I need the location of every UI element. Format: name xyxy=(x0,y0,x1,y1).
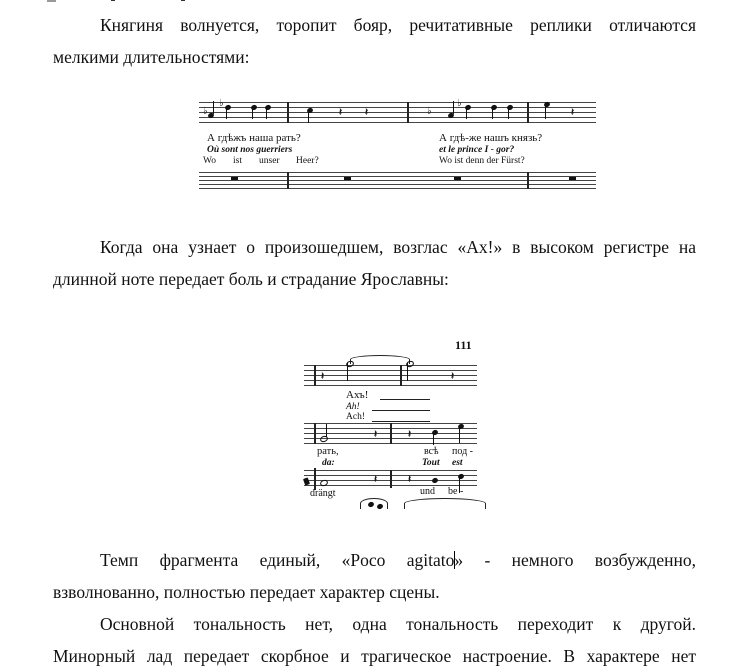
lyric-german: be - xyxy=(448,486,464,497)
flat-sign: ♭ xyxy=(203,106,208,117)
score-page-number: 111 xyxy=(455,338,472,352)
barline xyxy=(390,470,392,488)
lyric-german: Wo xyxy=(203,156,216,166)
stem xyxy=(308,109,309,123)
stem xyxy=(226,106,227,119)
quarter-rest: 𝄽 xyxy=(374,429,378,440)
barline xyxy=(527,172,529,189)
music-score-figure-2[interactable] xyxy=(304,338,477,506)
melisma-line xyxy=(372,410,430,411)
tie xyxy=(350,355,410,364)
lyric-german: ist xyxy=(233,156,242,166)
paragraph-3-line-2[interactable] xyxy=(53,576,696,608)
melisma-line xyxy=(372,421,430,422)
barline xyxy=(287,102,289,123)
stem xyxy=(466,106,467,119)
stem xyxy=(213,101,214,114)
lyric-french: Tout xyxy=(422,458,440,468)
whole-rest xyxy=(454,177,461,180)
flat-sign: ♭ xyxy=(219,98,224,109)
lyric-russian: рать, xyxy=(317,446,339,457)
text-line: Темп фрагмента единый, «Poco agitato xyxy=(100,550,455,570)
paragraph-1-line-2[interactable] xyxy=(53,41,696,73)
text-line: Основной тональность нет, одна тональность переходит к другой. xyxy=(100,614,696,634)
paragraph-2-line-1[interactable] xyxy=(53,231,696,263)
barline xyxy=(390,423,392,444)
stem xyxy=(545,103,546,119)
quarter-rest: 𝄽 xyxy=(339,107,343,118)
barline xyxy=(314,423,316,444)
cut-off-text-fragment xyxy=(111,0,115,1)
lyric-russian: А гдѣ-же нашъ князь? xyxy=(439,132,543,144)
stem xyxy=(407,363,408,381)
melisma-line xyxy=(380,399,430,400)
stem xyxy=(433,431,434,445)
stem xyxy=(326,424,327,437)
lyric-german: und xyxy=(420,486,435,497)
stem xyxy=(347,363,348,381)
flat-sign: ♭ xyxy=(457,98,462,109)
barline xyxy=(287,172,289,189)
stem xyxy=(453,101,454,114)
quarter-rest: 𝄽 xyxy=(451,371,455,382)
lyric-russian: Ахъ! xyxy=(346,389,369,401)
barline xyxy=(400,365,402,386)
staff-lines xyxy=(199,102,596,126)
lyric-german: unser xyxy=(259,156,280,166)
lyric-german: drängt xyxy=(310,488,336,499)
paragraph-3-line-1[interactable] xyxy=(53,544,696,576)
text-line: взволнованно, полностью передает характер сцены. xyxy=(53,582,440,602)
barline xyxy=(527,102,529,123)
lyric-russian: всѣ xyxy=(424,446,439,457)
lyric-german: Heer? xyxy=(296,156,319,166)
text-line: длинной ноте передает боль и страдание Ярославны: xyxy=(53,269,449,289)
lyric-french: da: xyxy=(322,458,335,468)
barline xyxy=(407,102,409,123)
whole-rest xyxy=(569,177,576,180)
lyric-french: Ah! xyxy=(346,402,360,412)
flat-sign: ♭ xyxy=(427,106,432,117)
quarter-rest: 𝄽 xyxy=(365,107,369,118)
stem xyxy=(492,106,493,119)
stem xyxy=(266,106,267,119)
lyric-german: Wo ist denn der Fürst? xyxy=(439,156,525,166)
quarter-rest: 𝄽 xyxy=(374,474,378,485)
cut-off-ruler-mark xyxy=(47,0,56,2)
lyric-russian: под - xyxy=(452,446,473,457)
text-line: Когда она узнает о произошедшем, возглас «Ах!» в высоком регистре на xyxy=(100,237,696,257)
slur xyxy=(404,498,486,509)
quarter-rest: 𝄽 xyxy=(408,429,412,440)
text-line: Княгиня волнуется, торопит бояр, речитативные реплики отличаются xyxy=(100,15,696,35)
barline xyxy=(314,365,316,386)
staff-lines xyxy=(199,172,596,192)
stem xyxy=(459,425,460,443)
stem xyxy=(508,106,509,119)
lyric-french: est xyxy=(452,458,463,468)
lyric-french: Où sont nos guerriers xyxy=(207,145,293,155)
paragraph-2-line-2[interactable] xyxy=(53,263,696,295)
lyric-german: Ach! xyxy=(346,412,365,422)
text-line: Минорный лад передает скорбное и трагическое настроение. В характере нет xyxy=(53,646,696,666)
quarter-rest: 𝄽 xyxy=(408,474,412,485)
paragraph-4-line-1[interactable] xyxy=(53,608,696,640)
barline xyxy=(314,468,316,490)
quarter-rest: 𝄽 xyxy=(571,107,575,118)
lyric-french: et le prince I - gor? xyxy=(439,145,515,155)
text-line: » - немного возбужденно, xyxy=(454,550,696,570)
music-score-figure-1[interactable] xyxy=(199,100,596,193)
stem xyxy=(252,106,253,119)
whole-rest xyxy=(231,177,238,180)
lyric-russian: А гдѣжъ наша рать? xyxy=(207,132,301,144)
whole-rest xyxy=(344,177,351,180)
text-line: мелкими длительностями: xyxy=(53,47,250,67)
cut-off-text-fragment xyxy=(181,0,185,1)
quarter-rest: 𝄽 xyxy=(321,371,325,382)
paragraph-1-line-1[interactable] xyxy=(53,9,696,41)
paragraph-4-line-2[interactable] xyxy=(53,640,696,672)
